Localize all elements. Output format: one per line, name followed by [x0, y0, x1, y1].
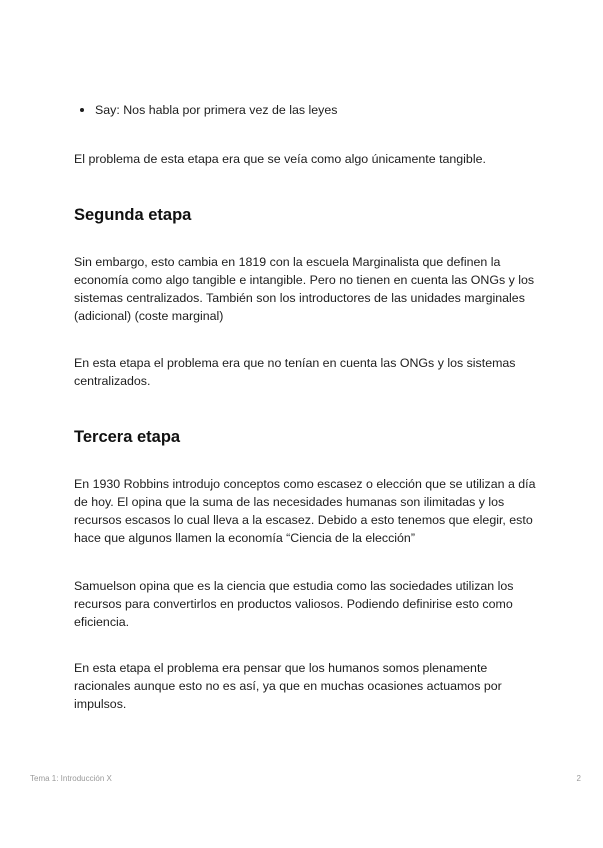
paragraph-samuelson: Samuelson opina que es la ciencia que estudia como las sociedades utilizan los recursos para convertirlos en productos valiosos. Podiendo definirise esto como eficiencia.: [74, 579, 514, 629]
paragraph-problem-third-stage: En esta etapa el problema era pensar que los humanos somos plenamente racionales aunque esto no es así, ya que en muchas ocasiones actuamos por impulsos.: [74, 661, 502, 711]
paragraph-problem-first-stage: El problema de esta etapa era que se veía como algo únicamente tangible.: [74, 152, 486, 166]
paragraph-problem-second-stage: En esta etapa el problema era que no tenían en cuenta las ONGs y los sistemas centralizados.: [74, 356, 516, 388]
list-item: Say: Nos habla por primera vez de las leyes: [74, 101, 337, 119]
footer-title: Tema 1: Introducción X: [30, 774, 112, 783]
footer-page-number: 2: [576, 774, 581, 783]
bullet-list: [74, 101, 337, 119]
paragraph-marginalista: Sin embargo, esto cambia en 1819 con la escuela Marginalista que definen la economía como algo tangible e intangible. Pero no tienen en cuenta las ONGs y los sistemas centralizados. También son los introductores de las unidades marginales (adicional) (coste marginal): [74, 255, 535, 323]
heading-segunda-etapa: Segunda etapa: [74, 206, 192, 224]
paragraph-robbins: En 1930 Robbins introdujo conceptos como escasez o elección que se utilizan a día de hoy. El opina que la suma de las necesidades humanas son ilimitadas y los recursos escasos lo cual lleva a la escasez. Debido a esto tenemos que elegir, esto hace que algunos llamen la economía “Ciencia de la elección”: [74, 477, 536, 545]
heading-tercera-etapa: Tercera etapa: [74, 428, 181, 446]
